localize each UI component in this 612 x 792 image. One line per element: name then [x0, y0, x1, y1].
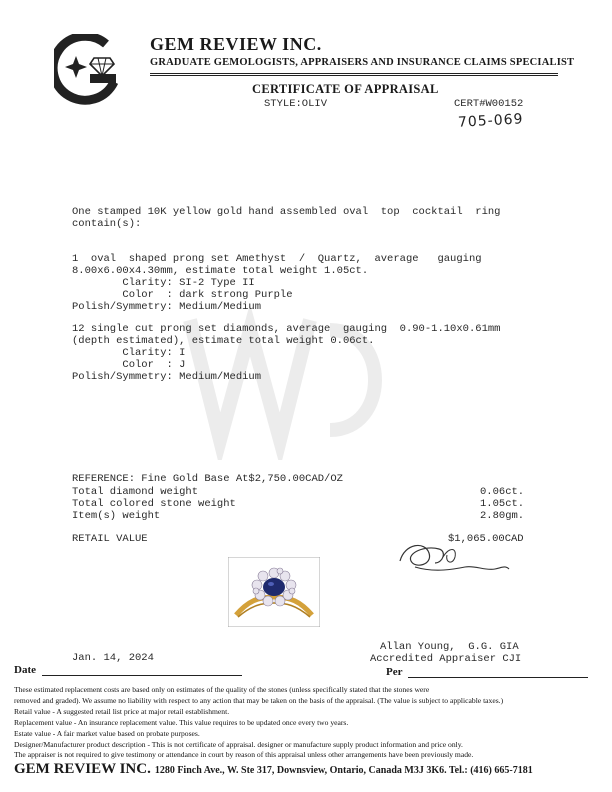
- gem-review-logo: [54, 34, 124, 108]
- reference-price: REFERENCE: Fine Gold Base At$2,750.00CAD/OZ: [72, 473, 343, 485]
- appraiser-name: Allan Young, G.G. GIA: [380, 641, 519, 653]
- footer-address: [14, 760, 533, 778]
- footer-address-text: 1280 Finch Ave., W. Ste 317, Downsview, Ontario, Canada M3J 3K6. Tel.: (416) 665-7181: [154, 765, 533, 776]
- summary-value-colored-stone-weight: 1.05ct.: [480, 498, 525, 510]
- stone2-description: 12 single cut prong set diamonds, average gauging 0.90-1.10x0.61mm: [72, 323, 501, 335]
- ring-photo: [228, 557, 320, 627]
- stone1-description: 1 oval shaped prong set Amethyst / Quartz, average gauging: [72, 253, 482, 265]
- appraiser-title: Accredited Appraiser CJI: [370, 653, 522, 665]
- header-rule: [150, 75, 558, 76]
- footer-company-name: GEM REVIEW INC.: [14, 761, 151, 777]
- header-rule: [150, 73, 558, 74]
- stone1-clarity: Clarity: SI-2 Type II: [72, 277, 255, 289]
- stone2-clarity: Clarity: I: [72, 347, 186, 359]
- date-label: Date: [14, 664, 36, 676]
- stone1-polish: Polish/Symmetry: Medium/Medium: [72, 301, 262, 313]
- disclaimer-line: Estate value - A fair market value based on probate purposes.: [14, 729, 200, 738]
- disclaimer-line: Replacement value - An insurance replacement value. This value requires to be updated once every two years.: [14, 718, 349, 727]
- stone2-color: Color : J: [72, 359, 186, 371]
- style-code: STYLE:OLIV: [264, 98, 328, 110]
- disclaimer-line: Retail value - A suggested retail list price at major retail establishment.: [14, 707, 230, 716]
- per-label: Per: [386, 666, 403, 678]
- stone1-color: Color : dark strong Purple: [72, 289, 293, 301]
- summary-value-diamond-weight: 0.06ct.: [480, 486, 525, 498]
- disclaimer-line: The appraiser is not required to give testimony or attendance in court by reason of this appraisal unless other arrangements have been previously made.: [14, 750, 474, 759]
- date-line: [42, 675, 242, 676]
- retail-value-amount: $1,065.00CAD: [448, 533, 524, 545]
- stone1-description: 8.00x6.00x4.30mm, estimate total weight 1.05ct.: [72, 265, 369, 277]
- summary-value-item-weight: 2.80gm.: [480, 510, 525, 522]
- summary-label-colored-stone-weight: Total colored stone weight: [72, 498, 236, 510]
- summary-label-item-weight: Item(s) weight: [72, 510, 161, 522]
- handwritten-number: 705-069: [457, 111, 524, 131]
- disclaimer-line: These estimated replacement costs are based only on estimates of the quality of the stones (unless specifically stated that the stones were: [14, 685, 430, 694]
- appraiser-signature: [395, 533, 515, 578]
- retail-value-label: RETAIL VALUE: [72, 533, 148, 545]
- disclaimer-line: removed and graded). We assume no liability with respect to any action that may be taken on the basis of the appraisal. (The value is subject to applicable taxes.): [14, 696, 504, 705]
- per-line: [408, 677, 588, 678]
- cert-number: CERT#W00152: [454, 98, 524, 110]
- description-intro: One stamped 10K yellow gold hand assembled oval top cocktail ring: [72, 206, 501, 218]
- company-tagline: GRADUATE GEMOLOGISTS, APPRAISERS AND INSURANCE CLAIMS SPECIALIST: [150, 57, 575, 68]
- stone2-polish: Polish/Symmetry: Medium/Medium: [72, 371, 262, 383]
- summary-label-diamond-weight: Total diamond weight: [72, 486, 199, 498]
- certificate-title: CERTIFICATE OF APPRAISAL: [252, 82, 439, 96]
- stone2-description: (depth estimated), estimate total weight 0.06ct.: [72, 335, 375, 347]
- disclaimer-line: Designer/Manufacturer product description - This is not certificate of appraisal. designer or manufacture supply product information and price only.: [14, 740, 463, 749]
- company-name: GEM REVIEW INC.: [150, 34, 322, 54]
- appraisal-date: Jan. 14, 2024: [72, 652, 154, 664]
- description-intro: contain(s):: [72, 218, 142, 230]
